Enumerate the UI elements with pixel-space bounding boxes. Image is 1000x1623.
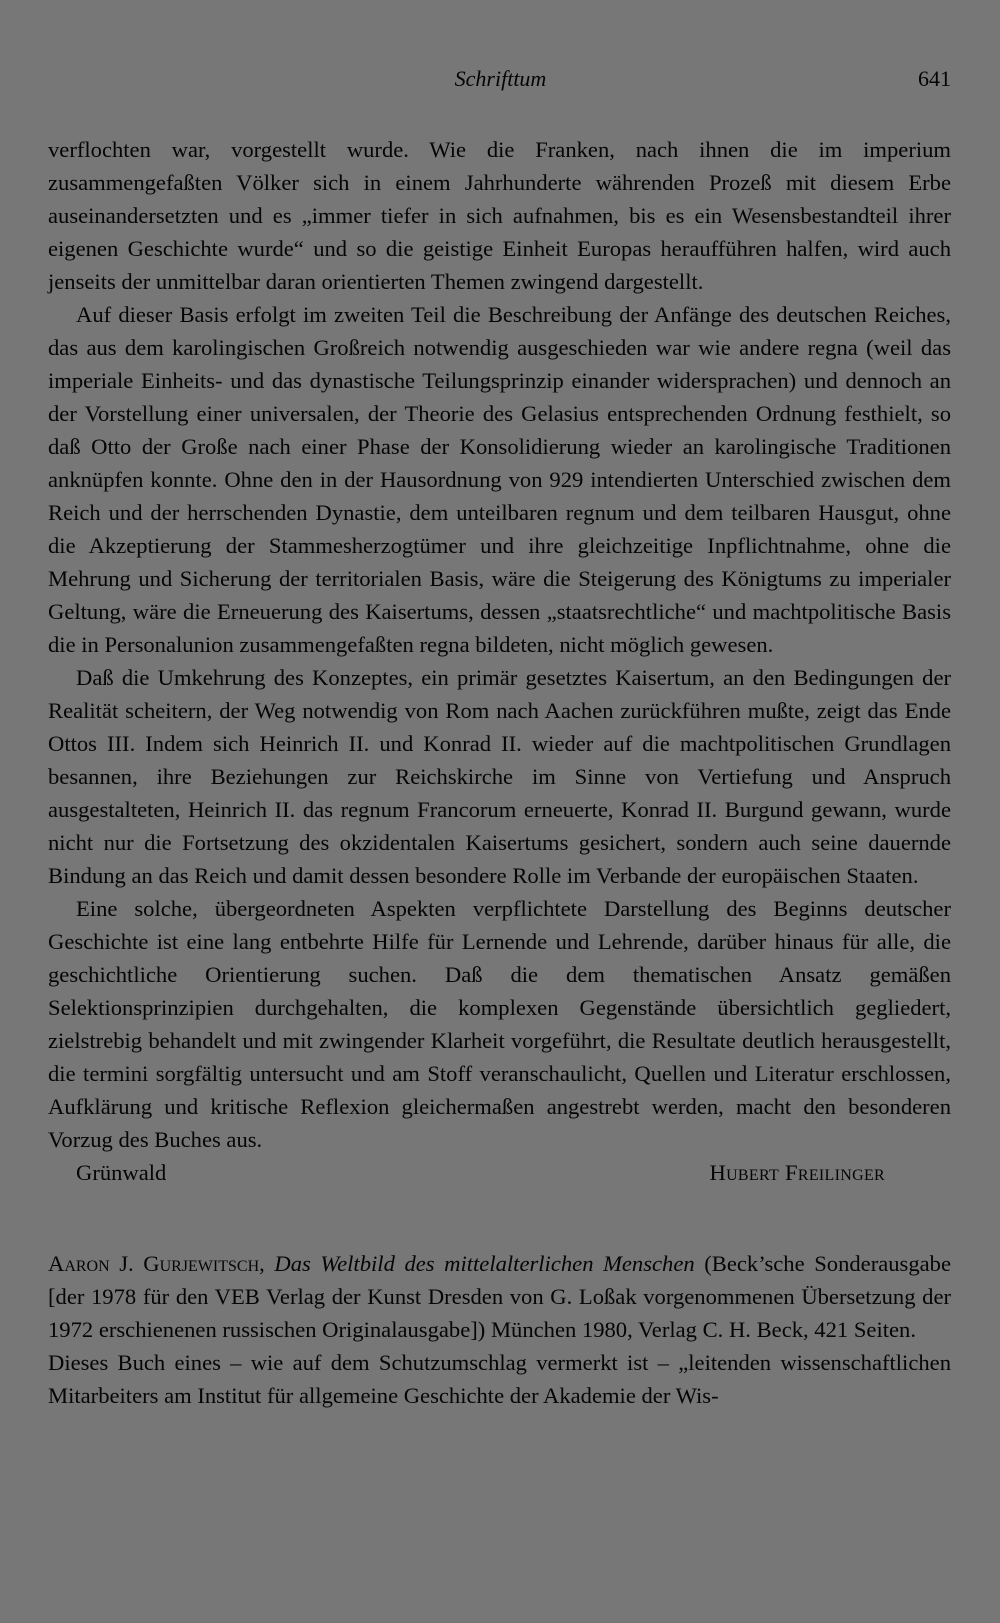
- page-number: 641: [918, 66, 951, 91]
- review-signature: [48, 1156, 951, 1189]
- paragraph-4: Eine solche, übergeordneten Aspekten verpflichtete Darstellung des Beginns deutscher Geschichte ist eine lang entbehrte Hilfe für Lernende und Lehrende, darüber hinaus für alle, die geschichtliche Orientierung suchen. Daß die dem thematischen Ansatz gemäßen Selektionsprinzipien durchgehalten, die komplexen Gegenstände übersichtlich gegliedert, zielstrebig behandelt und mit zwingender Klarheit vorgeführt, die Resultate deutlich herausgestellt, die termini sorgfältig untersucht und am Stoff veranschaulicht, Quellen und Literatur erschlossen, Aufklärung und kritische Reflexion gleichermaßen angestrebt werden, macht den besonderen Vorzug des Buches aus.: [48, 896, 951, 1152]
- paragraph-2: Auf dieser Basis erfolgt im zweiten Teil die Beschreibung der Anfänge des deutschen Reiches, das aus dem karolingischen Großreich notwendig ausgeschieden war wie andere regna (weil das imperiale Einheits- und das dynastische Teilungsprinzip einander widersprachen) und dennoch an der Vorstellung einer universalen, der Theorie des Gelasius entsprechenden Ordnung festhielt, so daß Otto der Große nach einer Phase der Konsolidierung wieder an karolingische Traditionen anknüpfen konnte. Ohne den in der Hausordnung von 929 intendierten Unterschied zwischen dem Reich und der herrschenden Dynastie, dem unteilbaren regnum und dem teilbaren Hausgut, ohne die Akzeptierung der Stammesherzogtümer und ihre gleichzeitige Inpflichtnahme, ohne die Mehrung und Sicherung der territorialen Basis, wäre die Steigerung des Königtums zu imperialer Geltung, wäre die Erneuerung des Kaisertums, dessen „staatsrechtliche“ und machtpolitische Basis die in Personalunion zusammengefaßten regna bildeten, nicht möglich gewesen.: [48, 302, 951, 657]
- body-text: [48, 133, 951, 1412]
- signature-author: Hubert Freilinger: [709, 1160, 885, 1185]
- review-paragraph-1: Dieses Buch eines – wie auf dem Schutzumschlag vermerkt ist – „leitenden wissenschaftlichen Mitarbeiters am Institut für allgemeine Geschichte der Akademie der Wis-: [48, 1350, 951, 1408]
- section-gap: [48, 1189, 951, 1247]
- review-heading: [48, 1247, 951, 1346]
- running-head-title: Schrifttum: [454, 66, 547, 91]
- paragraph-3: Daß die Umkehrung des Konzeptes, ein primär gesetztes Kaisertum, an den Bedingungen der Realität scheitern, der Weg notwendig von Rom nach Aachen zurückführen mußte, zeigt das Ende Ottos III. Indem sich Heinrich II. und Konrad II. wieder auf die machtpolitischen Grundlagen besannen, ihre Beziehungen zur Reichskirche im Sinne von Vertiefung und Anspruch ausgestalteten, Heinrich II. das regnum Francorum erneuerte, Konrad II. Burgund gewann, wurde nicht nur die Fortsetzung des okzidentalen Kaisertums gesichert, sondern auch seine dauernde Bindung an das Reich und damit dessen besondere Rolle im Verbande der europäischen Staaten.: [48, 665, 951, 888]
- review-book-title: Das Weltbild des mittelalterlichen Menschen: [274, 1251, 695, 1276]
- review-book-author: Aaron J. Gurjewitsch,: [48, 1251, 265, 1276]
- signature-place: Grünwald: [76, 1160, 167, 1185]
- running-head: [48, 62, 953, 102]
- paragraph-1: verflochten war, vorgestellt wurde. Wie die Franken, nach ihnen die im imperium zusammengefaßten Völker sich in einem Jahrhunderte währenden Prozeß mit diesem Erbe auseinandersetzten und es „immer tiefer in sich aufnahmen, bis es ein Wesensbestandteil ihrer eigenen Geschichte wurde“ und so die geistige Einheit Europas heraufführen halfen, wird auch jenseits der unmittelbar daran orientierten Themen zwingend dargestellt.: [48, 137, 951, 294]
- review-book-details: (Beck’sche Sonderausgabe [der 1978 für den VEB Verlag der Kunst Dresden von G. Loßak vorgenommenen Übersetzung der 1972 erschienenen russischen Originalausgabe]) München 1980, Verlag C. H. Beck, 421 Seiten.: [48, 1251, 951, 1342]
